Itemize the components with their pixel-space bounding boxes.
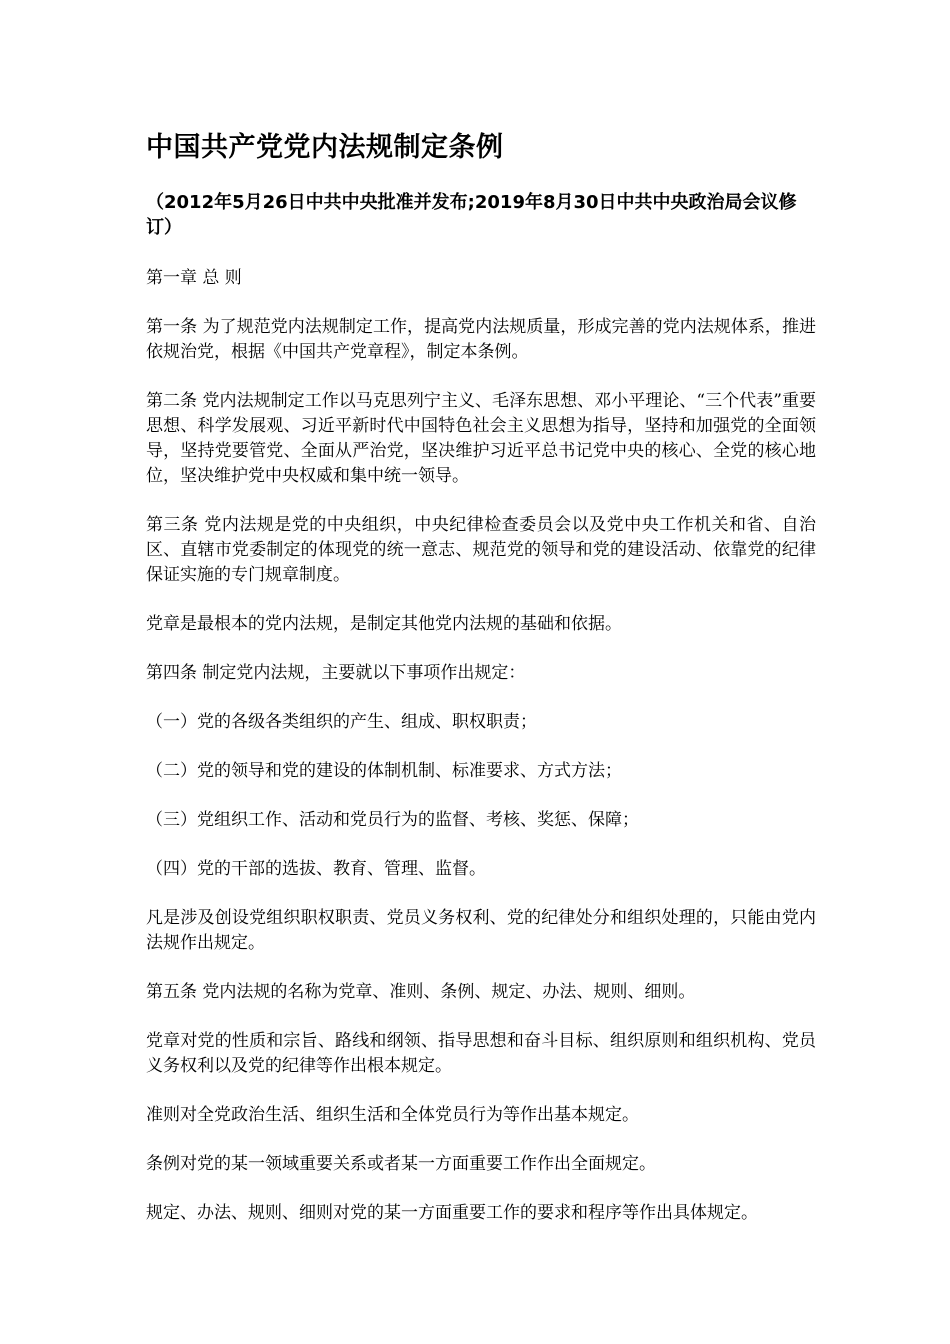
article-3-note: 党章是最根本的党内法规，是制定其他党内法规的基础和依据。 bbox=[146, 614, 622, 634]
article-4-item-4: （四）党的干部的选拔、教育、管理、监督。 bbox=[146, 859, 486, 879]
article-5-rules: 规定、办法、规则、细则对党的某一方面重要工作的要求和程序等作出具体规定。 bbox=[146, 1203, 758, 1223]
chapter-heading: 第一章 总 则 bbox=[146, 268, 242, 288]
document-subtitle: （2012年5月26日中共中央批准并发布;2019年8月30日中共中央政治局会议修订） bbox=[146, 192, 797, 238]
article-4-item-1: （一）党的各级各类组织的产生、组成、职权职责； bbox=[146, 712, 537, 732]
article-3: 第三条 党内法规是党的中央组织，中央纪律检查委员会以及党中央工作机关和省、自治区、直辖市党委制定的体现党的统一意志、规范党的领导和党的建设活动、依靠党的纪律保证实施的专门规章制度。 bbox=[146, 515, 816, 585]
document-title: 中国共产党党内法规制定条例 bbox=[146, 132, 504, 163]
article-4: 第四条 制定党内法规，主要就以下事项作出规定： bbox=[146, 663, 526, 683]
article-4-note: 凡是涉及创设党组织职权职责、党员义务权利、党的纪律处分和组织处理的，只能由党内法规作出规定。 bbox=[146, 908, 816, 953]
article-1: 第一条 为了规范党内法规制定工作，提高党内法规质量，形成完善的党内法规体系，推进依规治党，根据《中国共产党章程》，制定本条例。 bbox=[146, 317, 816, 362]
article-4-item-3: （三）党组织工作、活动和党员行为的监督、考核、奖惩、保障； bbox=[146, 810, 639, 830]
article-5: 第五条 党内法规的名称为党章、准则、条例、规定、办法、规则、细则。 bbox=[146, 982, 696, 1002]
article-2: 第二条 党内法规制定工作以马克思列宁主义、毛泽东思想、邓小平理论、“三个代表”重要思想、科学发展观、习近平新时代中国特色社会主义思想为指导，坚持和加强党的全面领导，坚持党要管党、全面从严治党，坚决维护习近平总书记党中央的核心、全党的核心地位，坚决维护党中央权威和集中统一领导。 bbox=[146, 391, 816, 486]
article-4-item-2: （二）党的领导和党的建设的体制机制、标准要求、方式方法； bbox=[146, 761, 622, 781]
article-5-guideline: 准则对全党政治生活、组织生活和全体党员行为等作出基本规定。 bbox=[146, 1105, 639, 1125]
document-page bbox=[146, 128, 816, 1250]
article-5-regulation: 条例对党的某一领域重要关系或者某一方面重要工作作出全面规定。 bbox=[146, 1154, 656, 1174]
article-5-charter: 党章对党的性质和宗旨、路线和纲领、指导思想和奋斗目标、组织原则和组织机构、党员义务权利以及党的纪律等作出根本规定。 bbox=[146, 1031, 816, 1076]
